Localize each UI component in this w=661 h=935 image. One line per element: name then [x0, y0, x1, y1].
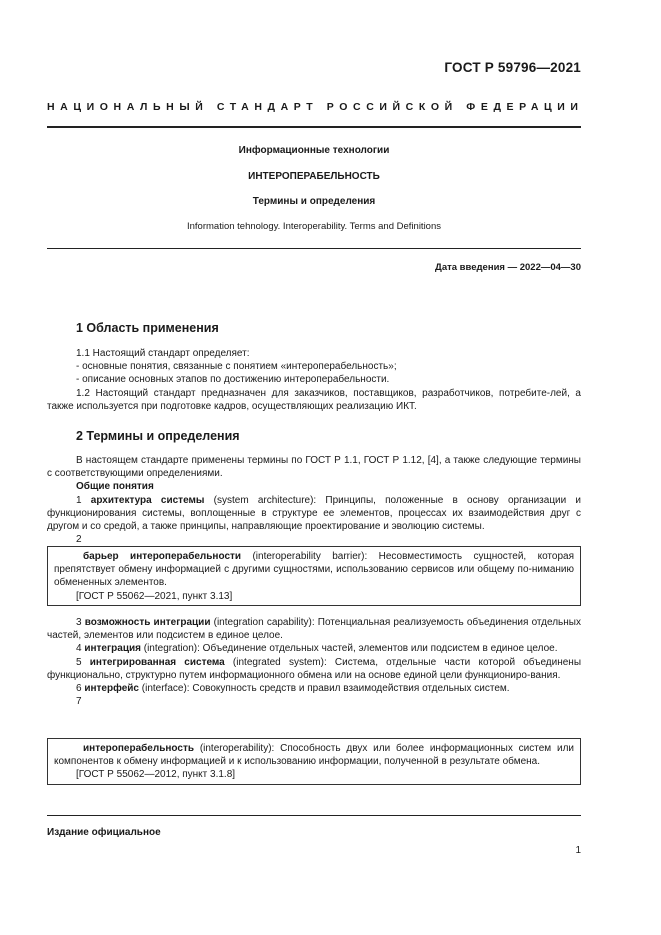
section-2-heading: 2 Термины и определения [76, 429, 240, 443]
term-number: 7 [76, 696, 82, 708]
national-standard-title: НАЦИОНАЛЬНЫЙ СТАНДАРТ РОССИЙСКОЙ ФЕДЕРАЦИИ [47, 101, 584, 113]
term-number: 2 [76, 534, 82, 546]
header-divider [47, 126, 581, 128]
subheading: Общие понятия [76, 481, 154, 493]
paragraph: - описание основных этапов по достижению интероперабельности. [76, 374, 390, 386]
terms-3-7 [47, 616, 581, 708]
official-edition: Издание официальное [47, 827, 161, 838]
section-2-body [47, 454, 581, 546]
term-7-box [47, 738, 581, 785]
term-entry: 5 интегрированная система (integrated system): Система, отдельные части которой объединены функционально, структурно путем информационного обмена или на основе единой цели функциониро-вания. [47, 656, 582, 681]
effective-date: Дата введения — 2022—04—30 [435, 262, 581, 273]
term-entry: 6 интерфейс (interface): Совокупность средств и правил взаимодействия отдельных систем. [76, 683, 510, 695]
term-2-box [47, 546, 581, 606]
page-number: 1 [575, 845, 581, 856]
term-reference: [ГОСТ Р 55062—2012, пункт 3.1.8] [76, 769, 236, 781]
section-1-heading: 1 Область применения [76, 321, 219, 335]
section-1-body [47, 347, 581, 413]
footer-divider [47, 815, 581, 816]
term-entry: 3 возможность интеграции (integration capability): Потенциальная реализуемость объединения отдельных частей, элементов или подсистем в единое целое. [47, 617, 581, 642]
term-entry: 4 интеграция (integration): Объединение отдельных частей, элементов или подсистем в единое целое. [76, 643, 558, 655]
term-entry: барьер интероперабельности (interoperability barrier): Несовместимость сущностей, которая препятствует обмену информацией с другими сущностями, использованию сервисов или общему по-ниманию обмененных элементов. [54, 551, 574, 589]
term-reference: [ГОСТ Р 55062—2021, пункт 3.13] [76, 590, 233, 602]
title-divider [47, 248, 581, 249]
standard-number: ГОСТ Р 59796—2021 [444, 60, 581, 75]
term-entry: интероперабельность (interoperability): Способность двух или более информационных систем или компонентов к обмену информацией и к использованию информации, полученной в результате обмена. [54, 743, 574, 768]
title-line-2: ИНТЕРОПЕРАБЕЛЬНОСТЬ [248, 171, 380, 182]
title-line-3: Термины и определения [252, 196, 376, 207]
english-title: Information tehnology. Interoperability. Terms and Definitions [187, 221, 441, 232]
paragraph: 1.1 Настоящий стандарт определяет: [76, 348, 250, 359]
paragraph: 1.2 Настоящий стандарт предназначен для заказчиков, поставщиков, разработчиков, потребите-лей, а также используется при подготовке кадров, осуществляющих реализацию ИКТ. [47, 387, 581, 412]
paragraph: - основные понятия, связанные с понятием «интероперабельность»; [76, 361, 397, 373]
term-entry: 1 архитектура системы (system architecture): Принципы, положенные в основу организации и функционирования системы, воплощенные в структуре ее элементов, процессах их взаимодействия друг с другом и со средой, а также принципы, направляющие проектирование и эволюцию системы. [47, 494, 581, 533]
paragraph: В настоящем стандарте применены термины по ГОСТ Р 1.1, ГОСТ Р 1.12, [4], а также следующие термины с соответствующими определениями. [47, 455, 581, 480]
title-line-1: Информационные технологии [238, 145, 390, 156]
